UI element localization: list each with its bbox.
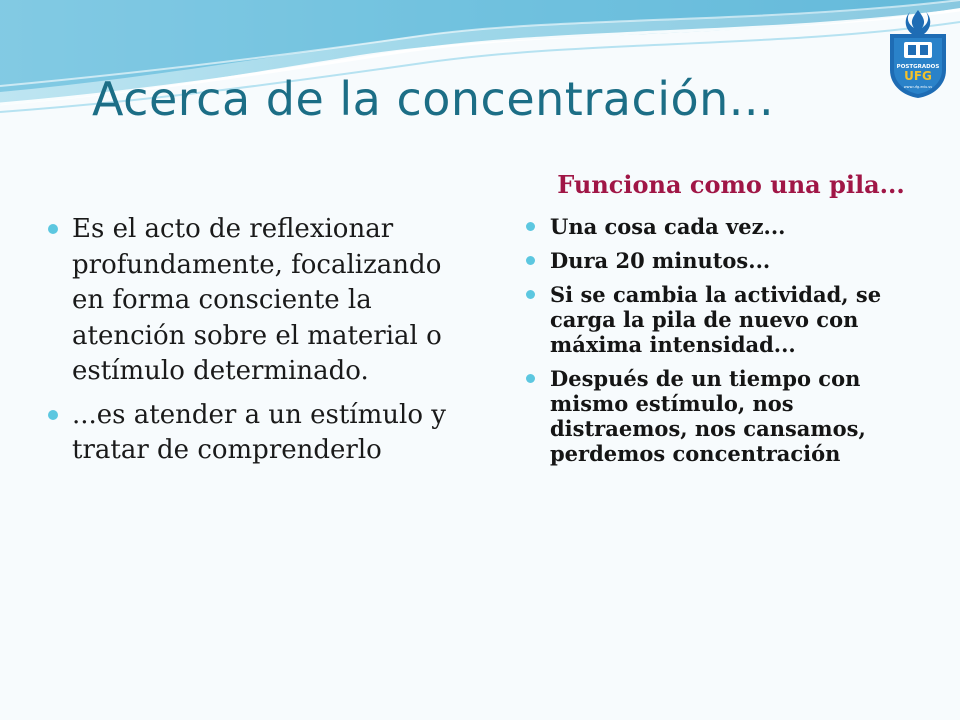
right-bullet-text: Si se cambia la actividad, se carga la pila de nuevo con máxima intensidad... [550,282,882,357]
right-column [526,168,936,475]
right-bullet-text: Una cosa cada vez... [550,214,786,239]
bullet-icon [48,410,58,420]
right-bullet-text: Después de un tiempo con mismo estímulo, nos distraemos, nos cansamos, perdemos concentración [550,366,866,466]
logo-label-top: POSTGRADOS [896,64,940,70]
left-bullet-item [48,212,468,390]
bullet-icon [48,224,58,234]
bullet-icon [526,290,535,299]
right-bullet-item [526,248,936,273]
logo-label-url: www.ufg.edu.sv [903,85,933,89]
ufg-postgrados-logo [884,8,952,100]
bullet-icon [526,222,535,231]
left-bullet-item [48,398,468,469]
left-bullet-text: ...es atender a un estímulo y tratar de comprenderlo [72,399,446,465]
slide-title: Acerca de la concentración... [92,72,775,126]
bullet-icon [526,374,535,383]
right-bullet-text: Dura 20 minutos... [550,248,771,273]
right-bullet-item [526,214,936,239]
right-bullet-item [526,282,936,357]
left-bullet-list [48,212,468,469]
bullet-icon [526,256,535,265]
right-subtitle: Funciona como una pila... [557,170,905,199]
right-bullet-item [526,366,936,466]
right-bullet-list [526,214,936,466]
left-column [48,212,468,477]
logo-label-main: UFG [904,69,932,83]
left-bullet-text: Es el acto de reflexionar profundamente, focalizando en forma consciente la atención sobre el material o estímulo determinado. [72,214,442,386]
